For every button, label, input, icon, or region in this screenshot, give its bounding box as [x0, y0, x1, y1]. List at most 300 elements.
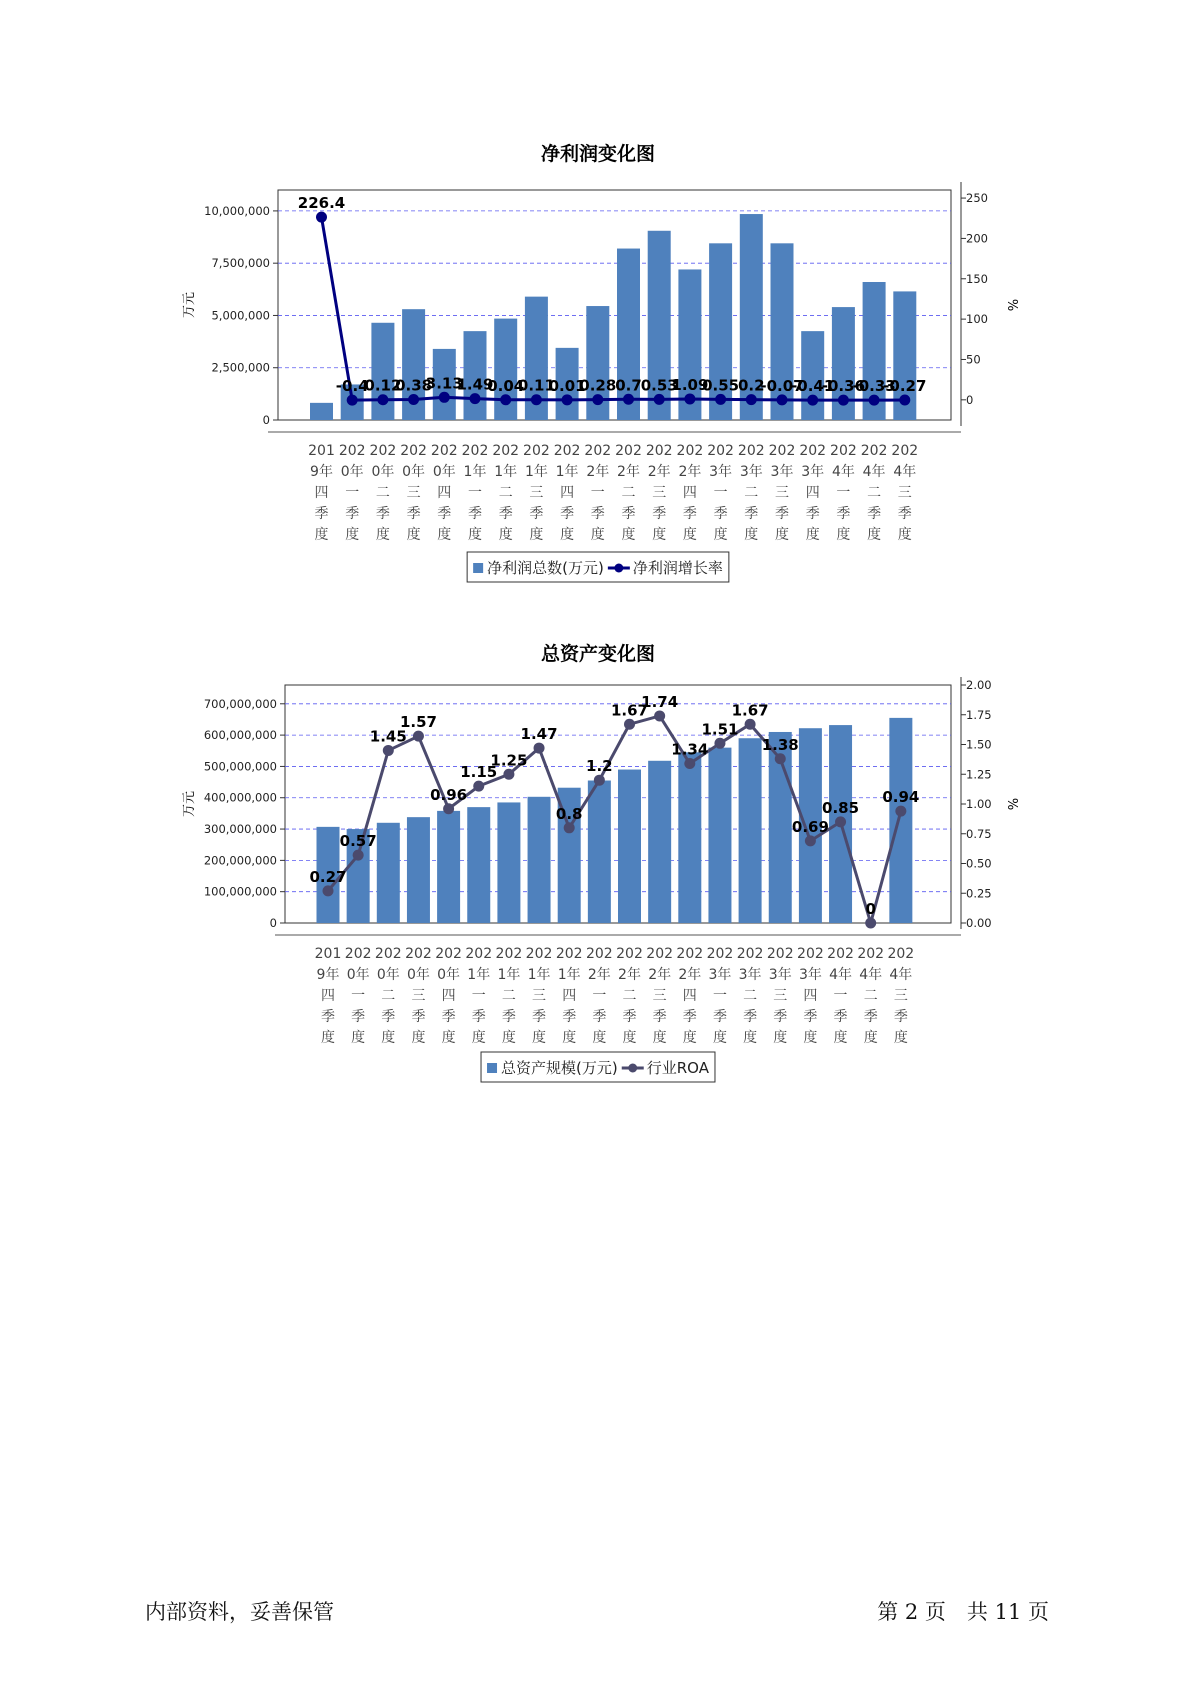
x-tick-label: 9年	[316, 967, 340, 983]
x-tick-label: 度	[375, 527, 390, 543]
x-tick-label: 季	[652, 1009, 667, 1025]
x-tick-label: 一	[590, 485, 605, 501]
x-tick-label: 季	[381, 1009, 396, 1025]
x-tick-label: 季	[744, 506, 759, 522]
x-tick-label: 度	[590, 527, 605, 543]
x-tick-label: 0年	[371, 464, 395, 480]
line-point	[838, 395, 849, 406]
bar	[801, 331, 824, 420]
line-point	[899, 395, 910, 406]
x-tick-label: 202	[405, 946, 432, 962]
bar	[889, 718, 912, 923]
line-point	[443, 803, 454, 814]
x-tick-label: 202	[676, 443, 704, 459]
data-label: 1.47	[520, 725, 558, 744]
x-tick-label: 季	[345, 506, 360, 522]
line-point	[714, 738, 725, 749]
x-tick-label: 度	[836, 527, 851, 543]
x-tick-label: 3年	[801, 464, 825, 480]
x-tick-label: 季	[592, 1009, 607, 1025]
line-point	[353, 850, 364, 861]
x-tick-label: 度	[713, 527, 728, 543]
data-label: 0.28	[579, 376, 617, 395]
x-tick-label: 202	[646, 946, 674, 962]
data-label: 0.96	[430, 785, 468, 804]
data-label: 226.4	[297, 194, 346, 213]
x-tick-label: 一	[712, 988, 727, 1004]
footer-page-number: 第 2 页 共 11 页	[877, 1600, 1049, 1624]
x-tick-label: 1年	[557, 967, 581, 983]
left-tick-label: 100,000,000	[203, 884, 277, 899]
line-point	[895, 806, 906, 817]
data-label: -0.33	[852, 377, 896, 396]
x-tick-label: 度	[712, 1030, 727, 1046]
bar	[708, 748, 731, 923]
x-tick-label: 度	[345, 527, 360, 543]
left-tick-label: 600,000,000	[203, 728, 277, 743]
bar	[648, 761, 671, 923]
x-tick-label: 度	[501, 1030, 516, 1046]
data-label: 1.67	[731, 701, 769, 720]
x-tick-label: 度	[863, 1030, 878, 1046]
line-point	[654, 394, 665, 405]
legend	[481, 1052, 715, 1082]
line-point	[777, 394, 788, 405]
data-label: 1.74	[641, 692, 679, 711]
x-tick-label: 202	[615, 443, 642, 459]
x-tick-label: 9年	[310, 464, 333, 480]
x-tick-label: 度	[833, 1030, 848, 1046]
x-tick-label: 2年	[648, 967, 672, 983]
right-tick-label: 150	[966, 271, 988, 286]
x-tick-label: 202	[860, 443, 888, 459]
x-tick-label: 1年	[527, 967, 551, 983]
x-tick-label: 三	[406, 485, 421, 501]
x-tick-label: 202	[492, 443, 520, 459]
x-tick-label: 202	[706, 946, 734, 962]
x-tick-label: 202	[827, 946, 854, 962]
y-axis-label: 万元	[182, 790, 197, 818]
line-point	[684, 393, 695, 404]
x-tick-label: 二	[498, 485, 513, 501]
x-tick-label: 季	[713, 506, 728, 522]
x-tick-label: 度	[622, 1030, 637, 1046]
x-tick-label: 2年	[647, 464, 671, 480]
x-tick-label: 四	[803, 988, 818, 1004]
line-point	[865, 918, 876, 929]
x-tick-label: 202	[616, 946, 643, 962]
line-point	[869, 395, 880, 406]
left-tick-label: 500,000,000	[203, 759, 277, 774]
y-axis-label-right: %	[1004, 797, 1019, 811]
x-tick-label: 季	[471, 1009, 486, 1025]
x-tick-label: 四	[437, 485, 452, 501]
x-tick-label: 季	[803, 1009, 818, 1025]
x-tick-label: 1年	[497, 967, 521, 983]
data-label: 3.13	[425, 374, 463, 393]
x-tick-label: 0年	[376, 967, 400, 983]
x-tick-label: 四	[562, 988, 577, 1004]
legend-bar-swatch	[473, 563, 483, 573]
x-tick-label: 四	[805, 485, 820, 501]
x-tick-label: 季	[867, 506, 882, 522]
x-tick-label: 二	[621, 485, 636, 501]
bar	[467, 807, 490, 923]
x-tick-label: 度	[471, 1030, 486, 1046]
x-tick-label: 季	[712, 1009, 727, 1025]
line-point	[623, 394, 634, 405]
data-label: -0.4	[335, 377, 369, 396]
y-axis-label: 万元	[182, 291, 197, 319]
data-label: 1.67	[610, 701, 649, 720]
data-label: 1.34	[671, 740, 709, 759]
x-tick-label: 201	[308, 443, 335, 459]
x-tick-label: 度	[529, 527, 544, 543]
x-tick-label: 1年	[524, 464, 548, 480]
legend-bar-label: 净利润总数(万元)	[487, 559, 604, 577]
data-label: 0.27	[309, 867, 347, 886]
x-tick-label: 4年	[893, 464, 917, 480]
x-tick-label: 度	[621, 527, 636, 543]
x-tick-label: 度	[381, 1030, 396, 1046]
x-tick-label: 202	[736, 946, 764, 962]
x-tick-label: 季	[682, 506, 697, 522]
data-label: 0	[865, 900, 876, 918]
legend-line-marker	[614, 564, 623, 573]
x-tick-label: 202	[799, 443, 827, 459]
x-tick-label: 度	[314, 527, 329, 543]
x-tick-label: 度	[406, 527, 421, 543]
x-tick-label: 202	[553, 443, 581, 459]
data-label: 1.25	[490, 751, 528, 770]
right-tick-label: 0.25	[966, 886, 992, 901]
line-point	[383, 745, 394, 756]
x-tick-label: 一	[713, 485, 728, 501]
x-tick-label: 202	[465, 946, 493, 962]
left-tick-label: 2,500,000	[211, 360, 270, 375]
x-tick-label: 1年	[463, 464, 487, 480]
line-point	[534, 743, 545, 754]
right-tick-label: 100	[966, 312, 988, 327]
bar	[618, 770, 641, 923]
x-tick-label: 4年	[831, 464, 855, 480]
x-tick-label: 季	[560, 506, 575, 522]
data-label: 0.69	[791, 817, 829, 836]
x-tick-label: 202	[400, 443, 427, 459]
line-point	[503, 769, 514, 780]
line-point	[323, 885, 334, 896]
x-tick-label: 三	[652, 485, 667, 501]
x-tick-label: 季	[468, 506, 482, 522]
x-tick-label: 1年	[467, 967, 491, 983]
left-tick-label: 300,000,000	[203, 822, 277, 837]
x-tick-label: 季	[411, 1009, 426, 1025]
x-tick-label: 3年	[739, 464, 763, 480]
bar	[528, 797, 551, 923]
line-point	[684, 758, 695, 769]
chart-title: 总资产变化图	[540, 643, 656, 665]
x-tick-label: 0年	[402, 464, 426, 480]
x-tick-label: 度	[592, 1030, 607, 1046]
line-point	[745, 719, 756, 730]
x-tick-label: 201	[314, 946, 342, 962]
left-tick-label: 200,000,000	[203, 853, 277, 868]
data-label: 0.94	[882, 788, 920, 807]
line-point	[654, 710, 665, 721]
x-tick-label: 四	[682, 988, 697, 1004]
right-tick-label: 50	[966, 352, 981, 367]
x-tick-label: 3年	[708, 967, 732, 983]
x-tick-label: 一	[351, 988, 366, 1004]
x-tick-label: 二	[622, 988, 637, 1004]
bar	[739, 738, 762, 923]
x-tick-label: 度	[893, 1030, 908, 1046]
x-tick-label: 季	[437, 506, 452, 522]
legend-bar-swatch	[487, 1063, 497, 1073]
x-tick-label: 度	[805, 527, 820, 543]
left-tick-label: 0	[262, 413, 270, 427]
bar	[588, 781, 611, 923]
line-point	[531, 394, 542, 405]
data-label: 1.45	[369, 727, 407, 746]
x-tick-label: 0年	[437, 967, 461, 983]
x-tick-label: 一	[592, 988, 607, 1004]
x-tick-label: 一	[345, 485, 360, 501]
data-label: 0.7	[615, 376, 642, 395]
line-point	[377, 394, 388, 405]
x-tick-label: 度	[867, 527, 882, 543]
right-tick-label: 0.75	[966, 826, 992, 841]
data-label: 0.53	[640, 376, 678, 395]
net-profit-chart	[0, 140, 1191, 610]
x-tick-label: 季	[590, 506, 605, 522]
x-tick-label: 季	[314, 506, 329, 522]
x-tick-label: 季	[441, 1009, 456, 1025]
x-tick-label: 度	[351, 1030, 366, 1046]
x-tick-label: 季	[893, 1009, 908, 1025]
x-tick-label: 季	[351, 1009, 366, 1025]
data-label: 1.2	[586, 757, 613, 776]
x-tick-label: 季	[529, 506, 544, 522]
x-tick-label: 202	[797, 946, 824, 962]
right-tick-label: 0.00	[966, 916, 992, 930]
line-point	[807, 395, 818, 406]
x-tick-label: 二	[744, 485, 759, 501]
x-tick-label: 202	[887, 946, 915, 962]
x-tick-label: 一	[836, 485, 851, 501]
x-tick-label: 二	[381, 988, 396, 1004]
chart-title: 净利润变化图	[540, 143, 656, 165]
line-point	[439, 392, 450, 403]
right-tick-label: 1.00	[966, 797, 992, 811]
right-tick-label: 1.25	[966, 767, 992, 782]
data-label: -0.36	[821, 377, 866, 396]
bar	[407, 817, 430, 923]
left-tick-label: 10,000,000	[204, 203, 270, 218]
x-tick-label: 度	[803, 1030, 818, 1046]
x-tick-label: 202	[344, 946, 372, 962]
x-tick-label: 4年	[859, 967, 883, 983]
x-tick-label: 度	[532, 1030, 547, 1046]
x-tick-label: 一	[833, 988, 848, 1004]
x-tick-label: 202	[707, 443, 734, 459]
line-point	[413, 731, 424, 742]
left-tick-label: 5,000,000	[211, 308, 270, 323]
x-tick-label: 三	[532, 988, 547, 1004]
bar	[371, 323, 394, 420]
x-tick-label: 1年	[494, 464, 518, 480]
data-label: 1.38	[761, 735, 799, 754]
x-tick-label: 202	[585, 946, 613, 962]
x-tick-label: 季	[621, 506, 636, 522]
x-tick-label: 202	[461, 443, 489, 459]
x-tick-label: 202	[768, 443, 796, 459]
bar	[678, 752, 701, 923]
x-tick-label: 202	[525, 946, 553, 962]
left-tick-label: 700,000,000	[203, 696, 277, 711]
line-point	[564, 822, 575, 833]
x-tick-label: 202	[766, 946, 794, 962]
x-tick-label: 四	[682, 485, 697, 501]
line-point	[775, 753, 786, 764]
data-label: 1.09	[671, 375, 709, 394]
x-tick-label: 度	[560, 527, 575, 543]
x-tick-label: 二	[863, 988, 878, 1004]
data-label: 0.38	[395, 376, 433, 395]
left-tick-label: 0	[269, 916, 277, 930]
x-tick-label: 202	[857, 946, 885, 962]
line-point	[347, 395, 358, 406]
x-tick-label: 四	[321, 988, 335, 1004]
x-tick-label: 季	[805, 506, 820, 522]
x-tick-label: 季	[532, 1009, 547, 1025]
x-tick-label: 2年	[678, 464, 702, 480]
line-point	[746, 394, 757, 405]
data-label: 0.04	[487, 376, 525, 395]
left-tick-label: 400,000,000	[203, 790, 277, 805]
x-tick-label: 2年	[586, 464, 610, 480]
x-tick-label: 季	[501, 1009, 516, 1025]
line-point	[594, 775, 605, 786]
data-label: 0.55	[702, 376, 740, 395]
x-tick-label: 202	[435, 946, 462, 962]
data-label: -0.27	[883, 377, 927, 396]
line-point	[624, 719, 635, 730]
x-tick-label: 度	[775, 527, 789, 543]
x-tick-label: 度	[437, 527, 452, 543]
x-tick-label: 度	[562, 1030, 577, 1046]
line-point	[473, 781, 484, 792]
data-label: 1.51	[701, 720, 739, 739]
x-tick-label: 3年	[770, 464, 794, 480]
legend	[467, 552, 729, 582]
line-point	[835, 816, 846, 827]
x-tick-label: 三	[773, 988, 788, 1004]
footer-confidential-note: 内部资料，妥善保管	[145, 1600, 334, 1624]
x-tick-label: 4年	[889, 967, 913, 983]
x-tick-label: 202	[584, 443, 612, 459]
x-tick-label: 0年	[340, 464, 364, 480]
x-tick-label: 季	[863, 1009, 878, 1025]
x-tick-label: 1年	[555, 464, 579, 480]
x-tick-label: 季	[897, 506, 912, 522]
right-tick-label: 2.00	[966, 678, 992, 692]
right-tick-label: 1.75	[966, 707, 992, 722]
x-tick-label: 202	[369, 443, 397, 459]
x-tick-label: 季	[773, 1009, 788, 1025]
x-tick-label: 季	[406, 506, 421, 522]
x-tick-label: 四	[560, 485, 575, 501]
x-tick-label: 202	[338, 443, 366, 459]
x-tick-label: 季	[652, 506, 667, 522]
line-point	[562, 394, 573, 405]
right-tick-label: 0.50	[966, 856, 992, 871]
line-point	[592, 394, 603, 405]
x-tick-label: 度	[743, 1030, 758, 1046]
x-tick-label: 度	[744, 527, 759, 543]
x-tick-label: 度	[441, 1030, 456, 1046]
left-tick-label: 7,500,000	[211, 256, 270, 271]
x-tick-label: 季	[622, 1009, 637, 1025]
x-tick-label: 2年	[678, 967, 702, 983]
data-label: 0.12	[364, 376, 402, 395]
data-label: -0.07	[760, 376, 804, 395]
x-tick-label: 202	[555, 946, 583, 962]
x-tick-label: 三	[897, 485, 912, 501]
x-tick-label: 二	[375, 485, 390, 501]
x-tick-label: 202	[891, 443, 919, 459]
data-label: 0.11	[517, 376, 555, 395]
data-label: 0.8	[555, 804, 583, 823]
x-tick-label: 202	[737, 443, 765, 459]
x-tick-label: 度	[498, 527, 513, 543]
line-point	[316, 212, 327, 223]
x-tick-label: 三	[411, 988, 426, 1004]
x-tick-label: 度	[411, 1030, 426, 1046]
x-tick-label: 度	[773, 1030, 788, 1046]
x-tick-label: 度	[652, 527, 667, 543]
x-tick-label: 季	[836, 506, 851, 522]
x-tick-label: 季	[562, 1009, 577, 1025]
x-tick-label: 季	[775, 506, 789, 522]
x-tick-label: 一	[468, 485, 482, 501]
right-tick-label: 200	[966, 231, 988, 246]
x-tick-label: 3年	[738, 967, 762, 983]
bar	[377, 823, 400, 923]
x-tick-label: 季	[321, 1009, 335, 1025]
right-tick-label: 250	[966, 191, 988, 206]
x-tick-label: 202	[645, 443, 673, 459]
x-tick-label: 202	[830, 443, 857, 459]
x-tick-label: 季	[833, 1009, 848, 1025]
x-tick-label: 一	[471, 988, 486, 1004]
x-tick-label: 三	[893, 988, 908, 1004]
right-tick-label: 0	[966, 392, 974, 407]
x-tick-label: 二	[501, 988, 516, 1004]
total-assets-chart	[0, 640, 1191, 1100]
x-tick-label: 季	[375, 506, 390, 522]
x-tick-label: 度	[652, 1030, 667, 1046]
x-tick-label: 202	[374, 946, 402, 962]
x-tick-label: 0年	[346, 967, 370, 983]
data-label: 0.01	[548, 376, 586, 395]
x-tick-label: 3年	[798, 967, 822, 983]
legend-bar-label: 总资产规模(万元)	[501, 1059, 618, 1077]
x-tick-label: 202	[523, 443, 550, 459]
line-point	[715, 394, 726, 405]
data-label: 0.57	[339, 832, 377, 851]
x-tick-label: 季	[682, 1009, 697, 1025]
